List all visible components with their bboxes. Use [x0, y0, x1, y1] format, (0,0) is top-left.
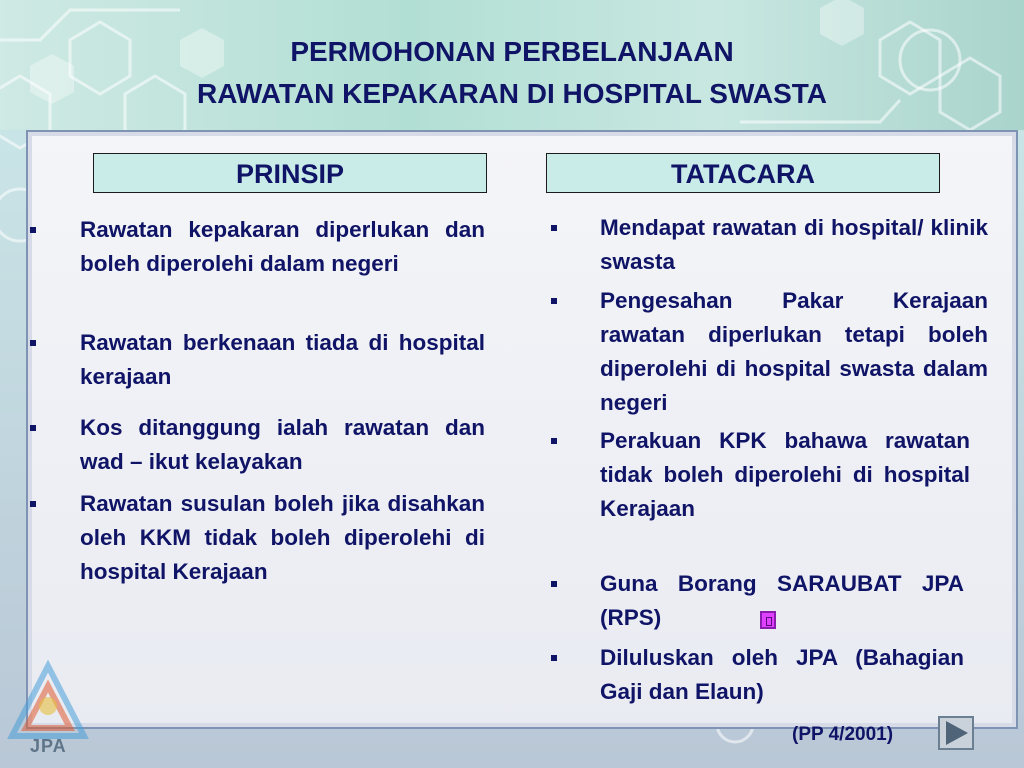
bullet-icon [30, 227, 36, 233]
bullet-icon [551, 225, 557, 231]
list-item-text: Pengesahan Pakar Kerajaan rawatan diperlukan tetapi boleh diperolehi di hospital swasta dalam negeri [600, 288, 988, 415]
list-item-text: Rawatan kepakaran diperlukan dan boleh diperolehi dalam negeri [80, 217, 485, 276]
bullet-icon [30, 425, 36, 431]
list-item-text: Rawatan berkenaan tiada di hospital kerajaan [80, 330, 485, 389]
slide-title-line-2: RAWATAN KEPAKARAN DI HOSPITAL SWASTA [197, 78, 827, 109]
list-item-text: Perakuan KPK bahawa rawatan tidak boleh diperolehi di hospital Kerajaan [600, 428, 970, 521]
bullet-icon [551, 655, 557, 661]
list-item-text: Kos ditanggung ialah rawatan dan wad – ikut kelayakan [80, 415, 485, 474]
bullet-icon [551, 298, 557, 304]
logo-text: JPA [30, 736, 67, 756]
list-item-text: Rawatan susulan boleh jika disahkan oleh KKM tidak boleh diperolehi di hospital Kerajaan [80, 491, 485, 584]
prinsip-list [28, 213, 488, 633]
next-slide-button[interactable] [938, 716, 974, 750]
list-item-text: Diluluskan oleh JPA (Bahagian Gaji dan Elaun) [600, 645, 964, 704]
bullet-icon [551, 581, 557, 587]
bullet-icon [30, 501, 36, 507]
column-header-prinsip: PRINSIP [93, 153, 487, 193]
list-item-text: Mendapat rawatan di hospital/ klinik swasta [600, 215, 988, 274]
column-header-tatacara: TATACARA [546, 153, 940, 193]
bullet-icon [551, 438, 557, 444]
play-next-icon [940, 718, 972, 748]
bullet-icon [30, 340, 36, 346]
slide-title-line-1: PERMOHONAN PERBELANJAAN [290, 36, 734, 67]
tatacara-list [548, 211, 993, 711]
reference-note: (PP 4/2001) [792, 724, 894, 745]
form-link-button[interactable] [760, 611, 776, 629]
list-item-text: Guna Borang SARAUBAT JPA (RPS) [600, 571, 964, 630]
